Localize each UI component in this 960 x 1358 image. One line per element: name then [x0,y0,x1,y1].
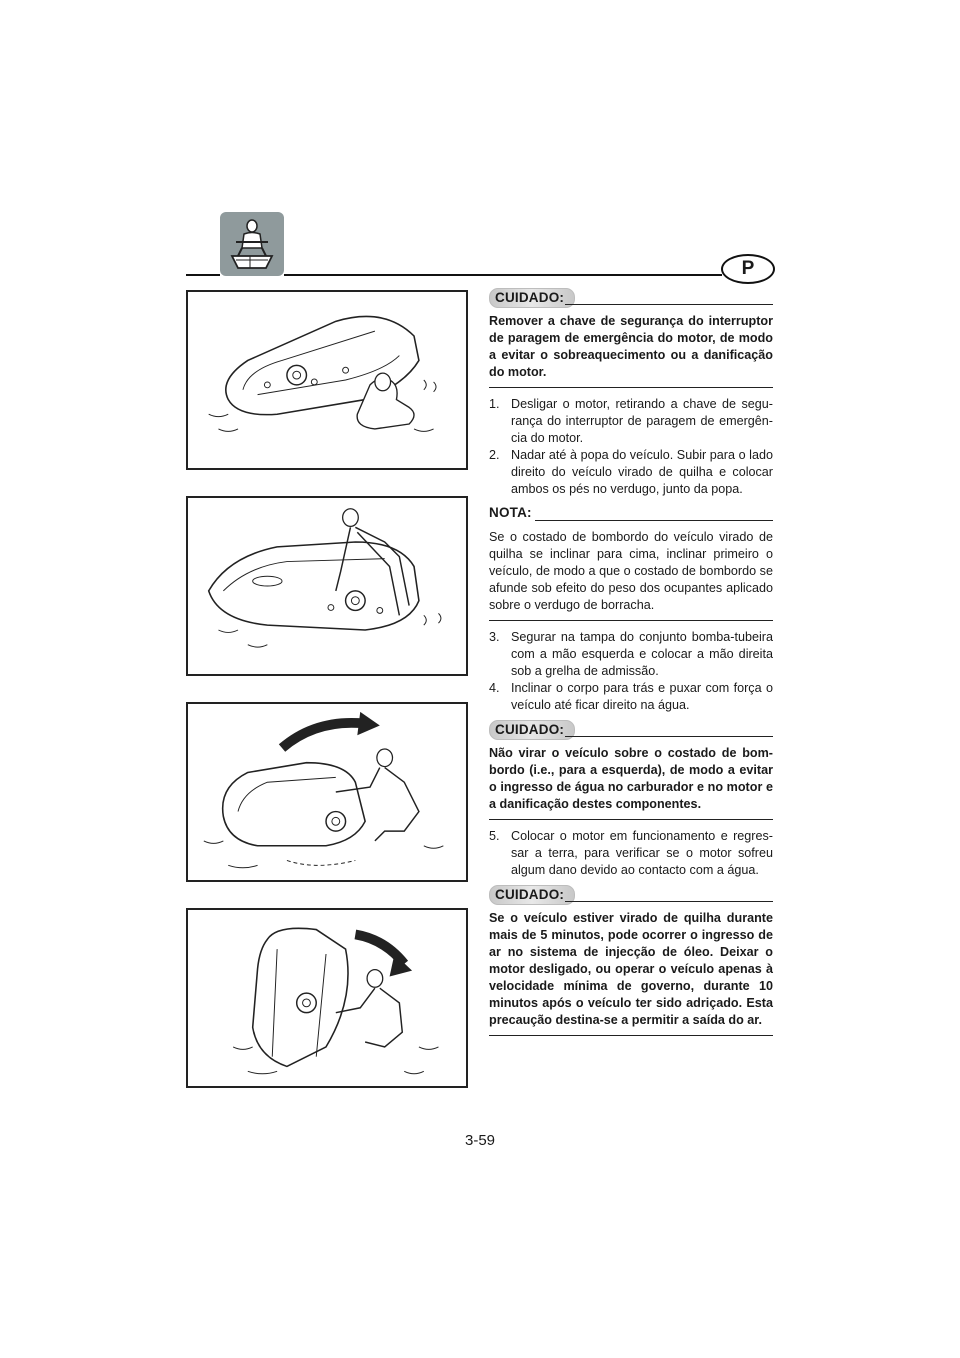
step-item: 5. Colocar o motor em funcionamento e regressar a terra, para verificar se o motor sofreu algum dano devido ao contacto com a água. [489,829,773,877]
caution-heading [489,720,773,740]
step-item: 1. Desligar o motor, retirando a chave de segurança do interruptor de paragem de emergência do motor. [489,397,773,445]
language-badge: P [721,254,775,284]
note-heading [489,504,773,524]
figure-capsized-approach [186,290,468,470]
caution-label: CUIDADO: [489,885,575,905]
step-item: 3. Segurar na tampa do conjunto bomba-tubeira com a mão esquerda e colocar a mão direita sob a grelha de admissão. [489,630,773,678]
instructions-column [489,288,773,1044]
caution-label: CUIDADO: [489,720,575,740]
caution-text: Não virar o veículo sobre o costado de bombordo (i.e., para a esquerda), de modo a evitar o ingresso de água no carburador e no motor e a danificação destes componentes. [489,745,773,820]
note-text: Se o costado de bombordo do veículo virado de quilha se inclinar para cima, inclinar primeiro o veículo, de modo a que o costado de bombordo se afunde sob efeito do peso dos ocupantes aplicado sobre o verdugo de borracha. [489,529,773,621]
note-label: NOTA: [489,505,532,520]
caution-heading [489,288,773,308]
header-rule-left [186,274,220,276]
heading-rule [565,304,773,305]
steps-list [489,396,773,498]
step-item: 4. Inclinar o corpo para trás e puxar com força o veículo até ficar direito na água. [489,681,773,712]
heading-rule [535,520,773,521]
header-rule-right [284,274,722,276]
caution-text: Remover a chave de segurança do interruptor de paragem de emergência do motor, de modo a evitar o sobreaquecimento ou a danificação do motor. [489,313,773,388]
heading-rule [565,901,773,902]
figure-vessel-righting [186,908,468,1088]
jet-ski-rider-icon [220,212,284,276]
figure-climb-onto-hull [186,496,468,676]
page-number: 3-59 [464,1132,496,1149]
figure-pull-upright [186,702,468,882]
caution-heading [489,885,773,905]
steps-list [489,629,773,714]
caution-label: CUIDADO: [489,288,575,308]
step-item: 2. Nadar até à popa do veículo. Subir para o lado direito do veículo virado de quilha e colocar ambos os pés no verdugo, junto da popa. [489,448,773,496]
steps-list [489,828,773,879]
caution-text: Se o veículo estiver virado de quilha durante mais de 5 minutos, pode ocorrer o ingresso de ar no sistema de injecção de óleo. Deixar o motor desligado, ou operar o veículo apenas à velocidade mínima de governo, durante 10 minutos após o veículo ter sido adriçado. Esta precaução destina-se a permitir a saída do ar. [489,910,773,1036]
heading-rule [565,736,773,737]
